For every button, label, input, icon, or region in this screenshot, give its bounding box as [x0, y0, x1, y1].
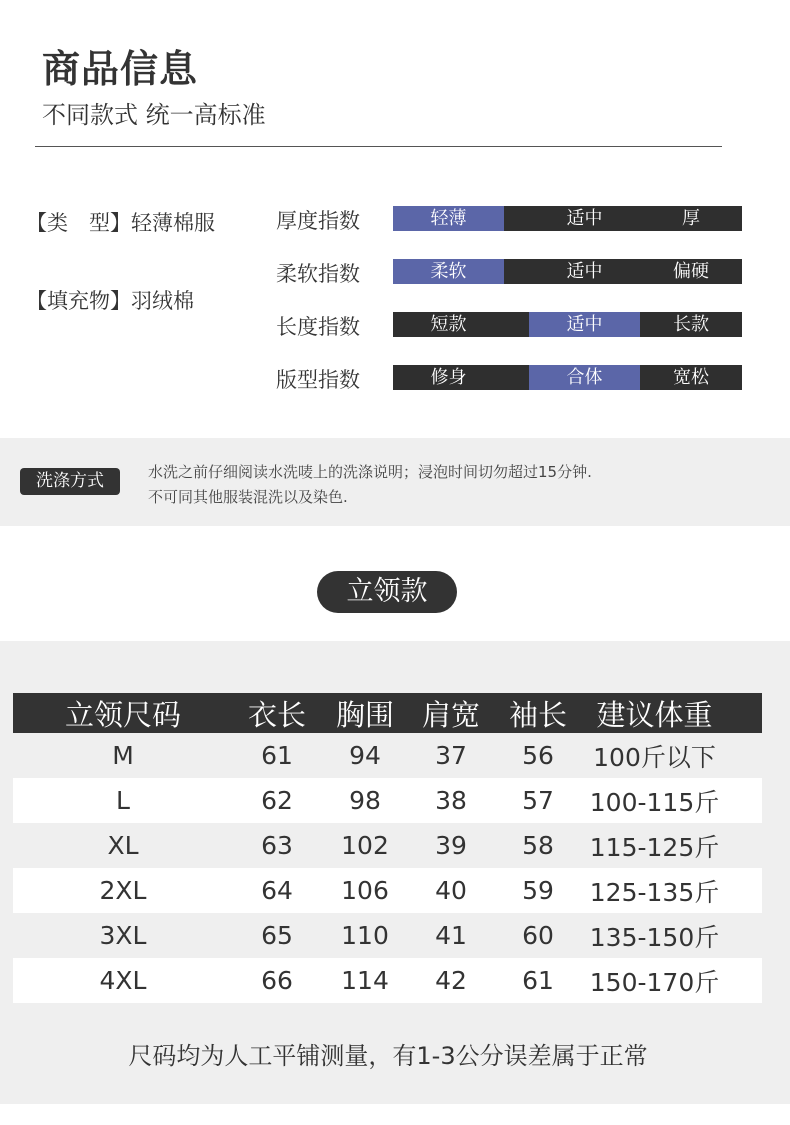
length-cell: 64: [261, 876, 293, 905]
length-index-scale: [393, 312, 742, 337]
page-subtitle: 不同款式 统一高标准: [42, 101, 266, 129]
header-size: 立领尺码: [64, 697, 181, 732]
table-row: [13, 913, 762, 958]
collar-style-label: 立领款: [317, 571, 457, 613]
softness-option-3: 偏硬: [673, 261, 709, 282]
table-row: [13, 823, 762, 868]
weight-cell: 100斤以下: [593, 742, 716, 772]
washing-instruction-line-1: 水洗之前仔细阅读水洗唛上的洗涤说明；浸泡时间切勿超过15分钟.: [148, 463, 592, 481]
chest-cell: 106: [341, 876, 389, 905]
size-cell: 2XL: [99, 876, 147, 905]
chest-cell: 94: [349, 741, 381, 770]
fit-option-2: 合体: [529, 365, 640, 390]
weight-cell: 125-135斤: [589, 877, 720, 907]
length-option-2: 适中: [529, 312, 640, 337]
weight-cell: 135-150斤: [589, 922, 720, 952]
length-cell: 63: [261, 831, 293, 860]
thickness-index-label: 厚度指数: [276, 209, 360, 233]
header-sleeve: 袖长: [508, 697, 567, 732]
shoulder-cell: 41: [435, 921, 467, 950]
header-weight: 建议体重: [596, 697, 713, 732]
chest-cell: 102: [341, 831, 389, 860]
weight-cell: 150-170斤: [589, 967, 720, 997]
shoulder-cell: 40: [435, 876, 467, 905]
header-length: 衣长: [247, 697, 306, 732]
weight-cell: 100-115斤: [589, 787, 720, 817]
chest-cell: 110: [341, 921, 389, 950]
table-row: [13, 958, 762, 1003]
fit-option-1: 修身: [430, 367, 467, 388]
softness-option-2: 适中: [566, 261, 603, 282]
chest-cell: 114: [341, 966, 389, 995]
length-cell: 62: [261, 786, 293, 815]
sleeve-cell: 59: [522, 876, 554, 905]
table-row: [13, 868, 762, 913]
chest-cell: 98: [349, 786, 381, 815]
length-cell: 65: [261, 921, 293, 950]
shoulder-cell: 37: [435, 741, 467, 770]
thickness-option-3: 厚: [682, 208, 700, 229]
size-table: [13, 693, 762, 1003]
header-shoulder: 肩宽: [421, 697, 480, 732]
header-divider: [35, 146, 722, 147]
washing-badge: 洗涤方式: [20, 468, 120, 495]
length-cell: 61: [261, 741, 293, 770]
size-cell: M: [112, 741, 134, 770]
thickness-option-1: 轻薄: [393, 206, 504, 231]
fit-index-scale: [393, 365, 742, 390]
sleeve-cell: 56: [522, 741, 554, 770]
weight-cell: 115-125斤: [589, 832, 720, 862]
thickness-option-2: 适中: [566, 208, 603, 229]
header-chest: 胸围: [335, 697, 394, 732]
softness-index-scale: [393, 259, 742, 284]
size-table-header: [13, 693, 762, 733]
shoulder-cell: 39: [435, 831, 467, 860]
attribute-type: 【类 型】轻薄棉服: [26, 211, 215, 235]
fit-option-3: 宽松: [673, 367, 709, 388]
sleeve-cell: 58: [522, 831, 554, 860]
sleeve-cell: 61: [522, 966, 554, 995]
attribute-filling: 【填充物】羽绒棉: [26, 289, 194, 313]
shoulder-cell: 38: [435, 786, 467, 815]
size-cell: 3XL: [99, 921, 147, 950]
size-cell: 4XL: [99, 966, 147, 995]
sleeve-cell: 60: [522, 921, 554, 950]
length-index-label: 长度指数: [276, 315, 360, 339]
table-row: [13, 778, 762, 823]
sleeve-cell: 57: [522, 786, 554, 815]
measurement-note: 尺码均为人工平铺测量，有1-3公分误差属于正常: [128, 1042, 648, 1070]
shoulder-cell: 42: [435, 966, 467, 995]
washing-instruction-line-2: 不可同其他服装混洗以及染色.: [148, 488, 348, 506]
length-option-3: 长款: [673, 314, 709, 335]
thickness-index-scale: [393, 206, 742, 231]
size-cell: L: [116, 786, 130, 815]
page-title: 商品信息: [42, 47, 199, 91]
softness-option-1: 柔软: [393, 259, 504, 284]
softness-index-label: 柔软指数: [276, 262, 360, 286]
length-option-1: 短款: [430, 314, 467, 335]
fit-index-label: 版型指数: [276, 368, 360, 392]
size-cell: XL: [107, 831, 139, 860]
table-row: [13, 733, 762, 778]
length-cell: 66: [261, 966, 293, 995]
